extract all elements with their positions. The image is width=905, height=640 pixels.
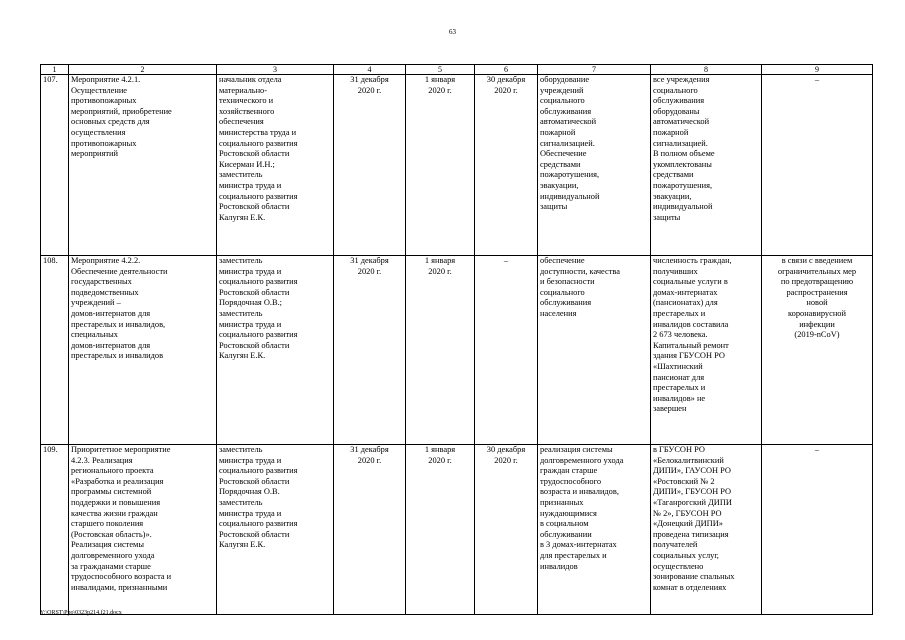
- text-line: социального развития: [219, 138, 298, 148]
- text-line: комнат в отделениях: [653, 582, 727, 592]
- text-line: «Шахтинский: [653, 361, 703, 371]
- actual-result-cell: [651, 256, 762, 445]
- text-line: домах-интернатах: [653, 287, 718, 297]
- text-line: в социальном: [540, 519, 589, 529]
- header-cell: 3: [217, 65, 334, 75]
- text-line: социального развития: [219, 466, 298, 476]
- actual-result-cell: [651, 75, 762, 256]
- text-line: пожарной: [540, 127, 576, 137]
- text-line: домов-интернатов для: [71, 340, 151, 350]
- text-line: (пансионатах) для: [653, 298, 718, 308]
- measure-cell: [69, 75, 217, 256]
- text-line: Ростовской области: [219, 149, 290, 159]
- start-date-cell: [406, 75, 475, 256]
- text-line: 1 января: [424, 445, 456, 454]
- text-line: Калугян Е.К.: [219, 351, 266, 361]
- text-line: 31 декабря: [350, 75, 389, 84]
- text-line: социального развития: [219, 519, 298, 529]
- header-row: [41, 65, 873, 75]
- text-line: регионального проекта: [71, 466, 154, 476]
- text-line: средствами: [540, 159, 581, 169]
- text-line: заместитель: [219, 170, 263, 180]
- expected-result-cell: [538, 445, 651, 615]
- text-line: распространения: [786, 287, 848, 297]
- text-line: пансионат для: [653, 372, 705, 382]
- text-line: министра труда и: [219, 455, 282, 465]
- text-line: осуществления: [71, 127, 126, 137]
- text-line: министерства труда и: [219, 127, 297, 137]
- header-cell: 4: [334, 65, 406, 75]
- text-line: социального: [653, 85, 698, 95]
- text-line: осуществлено: [653, 561, 704, 571]
- text-line: пожаротушения,: [653, 180, 713, 190]
- text-line: качества жизни граждан: [71, 508, 158, 518]
- text-line: социального: [540, 96, 585, 106]
- text-line: противопожарных: [71, 96, 137, 106]
- report-table: [40, 64, 873, 615]
- text-line: по предотвращению: [780, 277, 854, 287]
- text-line: эвакуации,: [540, 180, 579, 190]
- page-number: 63: [449, 28, 456, 36]
- text-line: материально-: [219, 85, 268, 95]
- text-line: возраста и инвалидов,: [540, 487, 619, 497]
- text-line: Порядочная О.В.: [219, 487, 280, 497]
- text-line: 2020 г.: [494, 85, 518, 95]
- text-line: Калугян Е.К.: [219, 540, 266, 550]
- text-line: Реализация системы: [71, 540, 144, 550]
- text-line: Кисерман И.Н.;: [219, 159, 275, 169]
- text-line: министра труда и: [219, 319, 282, 329]
- text-line: (2019-nCoV): [794, 330, 840, 340]
- text-line: 2020 г.: [357, 266, 382, 276]
- text-line: коронавирусной: [788, 308, 846, 318]
- problems-cell: [762, 445, 873, 615]
- text-line: социального развития: [219, 277, 298, 287]
- text-line: обеспечение: [540, 256, 585, 265]
- text-line: социального развития: [219, 191, 298, 201]
- text-line: индивидуальной: [653, 202, 713, 212]
- end-date-cell: [475, 445, 538, 615]
- text-line: реализация системы: [540, 445, 613, 454]
- text-line: здания ГБУСОН РО: [653, 351, 725, 361]
- planned-date-cell: [334, 75, 406, 256]
- text-line: обслуживании: [540, 529, 592, 539]
- text-line: престарелых и инвалидов,: [71, 319, 166, 329]
- text-line: министра труда и: [219, 508, 282, 518]
- text-line: эвакуации,: [653, 191, 692, 201]
- end-date-cell: [475, 75, 538, 256]
- expected-result-cell: [538, 256, 651, 445]
- planned-date-cell: [334, 256, 406, 445]
- text-line: Обеспечение: [540, 149, 587, 159]
- text-line: «Ростовский № 2: [653, 476, 715, 486]
- text-line: Ростовской области: [219, 202, 290, 212]
- text-line: средствами: [653, 170, 694, 180]
- text-line: 2020 г.: [494, 455, 518, 465]
- text-line: населения: [540, 308, 577, 318]
- text-line: 2020 г.: [357, 85, 382, 95]
- text-line: престарелых и: [653, 308, 706, 318]
- text-line: престарелых и инвалидов: [71, 351, 164, 361]
- row-number-cell: 108.: [41, 256, 69, 445]
- responsible-cell: [217, 445, 334, 615]
- text-line: государственных: [71, 277, 132, 287]
- text-line: ограничительных мер: [777, 266, 857, 276]
- text-line: индивидуальной: [540, 191, 600, 201]
- row-number-cell: 109.: [41, 445, 69, 615]
- text-line: 30 декабря: [486, 445, 526, 454]
- text-line: защиты: [540, 202, 568, 212]
- text-line: 1 января: [424, 256, 456, 265]
- text-line: доступности, качества: [540, 266, 620, 276]
- text-line: пожаротушения,: [540, 170, 600, 180]
- header-cell: 7: [538, 65, 651, 75]
- expected-result-cell: [538, 75, 651, 256]
- text-line: –: [503, 256, 509, 265]
- text-line: старшего поколения: [71, 519, 144, 529]
- text-line: численность граждан,: [653, 256, 732, 265]
- text-line: нуждающимися: [540, 508, 597, 518]
- text-line: «Белокалитвинский: [653, 455, 724, 465]
- header-cell: 5: [406, 65, 475, 75]
- text-line: в связи с введением: [781, 256, 853, 265]
- text-line: специальных: [71, 330, 118, 340]
- text-line: хозяйственного: [219, 106, 275, 116]
- text-line: получивших: [653, 266, 698, 276]
- text-line: инфекции: [799, 319, 835, 329]
- text-line: автоматической: [653, 117, 710, 127]
- text-line: 30 декабря: [486, 75, 526, 84]
- text-line: 1 января: [424, 75, 456, 84]
- text-line: Приоритетное мероприятие: [71, 445, 171, 454]
- text-line: социального: [540, 287, 585, 297]
- text-line: Ростовской области: [219, 476, 290, 486]
- text-line: инвалидов составила: [653, 319, 729, 329]
- actual-result-cell: [651, 445, 762, 615]
- text-line: противопожарных: [71, 138, 137, 148]
- text-line: в ГБУСОН РО: [653, 445, 705, 454]
- text-line: 2020 г.: [428, 85, 452, 95]
- text-line: мероприятий, приобретение: [71, 106, 172, 116]
- text-line: 2 673 человека.: [653, 330, 708, 340]
- text-line: заместитель: [219, 256, 263, 265]
- text-line: пожарной: [653, 127, 689, 137]
- text-line: защиты: [653, 212, 681, 222]
- text-line: Калугян Е.К.: [219, 212, 266, 222]
- start-date-cell: [406, 256, 475, 445]
- text-line: оборудование: [540, 75, 590, 84]
- table-row: [41, 256, 873, 445]
- text-line: социального развития: [219, 330, 298, 340]
- problems-cell: [762, 256, 873, 445]
- responsible-cell: [217, 75, 334, 256]
- text-line: Обеспечение деятельности: [71, 266, 168, 276]
- text-line: № 2», ГБУСОН РО: [653, 508, 722, 518]
- text-line: за гражданами старше: [71, 561, 151, 571]
- text-line: социальные услуги в: [653, 277, 728, 287]
- text-line: мероприятий: [71, 149, 119, 159]
- text-line: учреждений: [540, 85, 584, 95]
- table-row: [41, 75, 873, 256]
- measure-cell: [69, 445, 217, 615]
- text-line: социальных услуг,: [653, 550, 719, 560]
- start-date-cell: [406, 445, 475, 615]
- text-line: Осуществление: [71, 85, 128, 95]
- text-line: Ростовской области: [219, 287, 290, 297]
- end-date-cell: [475, 256, 538, 445]
- text-line: Мероприятие 4.2.2.: [71, 256, 141, 265]
- text-line: 2020 г.: [428, 455, 452, 465]
- row-number-cell: 107.: [41, 75, 69, 256]
- text-line: 2020 г.: [357, 455, 382, 465]
- measure-cell: [69, 256, 217, 445]
- header-cell: 1: [41, 65, 69, 75]
- text-line: Ростовской области: [219, 529, 290, 539]
- text-line: зонирование спальных: [653, 572, 735, 582]
- text-line: заместитель: [219, 308, 263, 318]
- text-line: –: [814, 445, 820, 454]
- text-line: престарелых и: [653, 383, 706, 393]
- text-line: начальник отдела: [219, 75, 282, 84]
- text-line: обеспечения: [219, 117, 264, 127]
- text-line: 2020 г.: [428, 266, 452, 276]
- text-line: обслуживания: [540, 298, 592, 308]
- text-line: «Разработка и реализация: [71, 476, 164, 486]
- text-line: и безопасности: [540, 277, 595, 287]
- text-line: учреждений –: [71, 298, 121, 308]
- text-line: долговременного ухода: [540, 455, 624, 465]
- header-cell: 6: [475, 65, 538, 75]
- text-line: для престарелых и: [540, 550, 607, 560]
- header-cell: 9: [762, 65, 873, 75]
- text-line: «Донецкий ДИПИ»: [653, 519, 723, 529]
- text-line: (Ростовская область)».: [71, 529, 152, 539]
- text-line: граждан старше: [540, 466, 598, 476]
- table-row: [41, 445, 873, 615]
- text-line: в 3 домах-интернатах: [540, 540, 617, 550]
- text-line: поддержки и повышения: [71, 497, 161, 507]
- text-line: получателей: [653, 540, 698, 550]
- text-line: трудоспособного: [540, 476, 602, 486]
- text-line: признанных: [540, 497, 584, 507]
- text-line: 31 декабря: [350, 445, 389, 454]
- text-line: обслуживания: [653, 96, 705, 106]
- text-line: основных средств для: [71, 117, 150, 127]
- text-line: сигнализацией.: [540, 138, 595, 148]
- text-line: –: [814, 75, 820, 84]
- text-line: технического и: [219, 96, 274, 106]
- text-line: домов-интернатов для: [71, 308, 151, 318]
- text-line: министра труда и: [219, 266, 282, 276]
- text-line: автоматической: [540, 117, 597, 127]
- text-line: 4.2.3. Реализация: [71, 455, 133, 465]
- responsible-cell: [217, 256, 334, 445]
- text-line: подведомственных: [71, 287, 139, 297]
- text-line: ДИПИ», ГБУСОН РО: [653, 487, 732, 497]
- file-path-footer: Y:\ORST\Ppo\0323p214.f21.docx: [40, 610, 122, 616]
- text-line: заместитель: [219, 445, 263, 454]
- text-line: инвалидов» не: [653, 393, 706, 403]
- text-line: Порядочная О.В.;: [219, 298, 283, 308]
- text-line: укомплектованы: [653, 159, 712, 169]
- text-line: «Таганрогский ДИПИ: [653, 497, 732, 507]
- text-line: завершен: [653, 404, 687, 414]
- text-line: инвалидами, признанными: [71, 582, 168, 592]
- text-line: новой: [806, 298, 828, 308]
- text-line: заместитель: [219, 497, 263, 507]
- text-line: трудоспособного возраста и: [71, 572, 172, 582]
- text-line: Ростовской области: [219, 340, 290, 350]
- problems-cell: [762, 75, 873, 256]
- planned-date-cell: [334, 445, 406, 615]
- header-cell: 2: [69, 65, 217, 75]
- text-line: оборудованы: [653, 106, 700, 116]
- text-line: 31 декабря: [350, 256, 389, 265]
- header-cell: 8: [651, 65, 762, 75]
- text-line: обслуживания: [540, 106, 592, 116]
- text-line: Капитальный ремонт: [653, 340, 729, 350]
- text-line: инвалидов: [540, 561, 578, 571]
- text-line: Мероприятие 4.2.1.: [71, 75, 141, 84]
- text-line: В полном объеме: [653, 149, 715, 159]
- text-line: сигнализацией.: [653, 138, 708, 148]
- text-line: все учреждения: [653, 75, 710, 84]
- text-line: министра труда и: [219, 180, 282, 190]
- text-line: проведена типизация: [653, 529, 729, 539]
- text-line: ДИПИ», ГАУСОН РО: [653, 466, 731, 476]
- text-line: программы системной: [71, 487, 152, 497]
- text-line: долговременного ухода: [71, 550, 155, 560]
